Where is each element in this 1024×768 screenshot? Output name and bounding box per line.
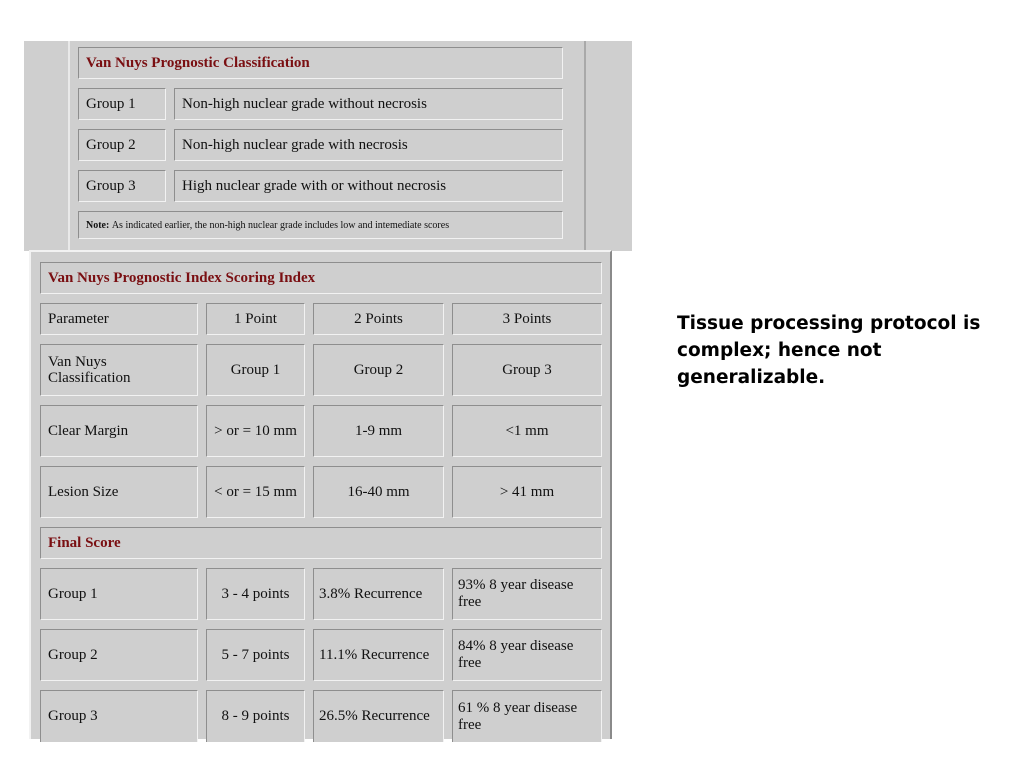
final-points-cell: 8 - 9 points [206, 690, 305, 742]
final-points-cell: 3 - 4 points [206, 568, 305, 620]
panel-rule-right [584, 41, 586, 251]
scoring-header-cell: 3 Points [452, 303, 602, 335]
scoring-param-cell: Lesion Size [40, 466, 198, 518]
scoring-header-cell: 2 Points [313, 303, 444, 335]
final-group-cell: Group 3 [40, 690, 198, 742]
scoring-param-cell: Clear Margin [40, 405, 198, 457]
final-score-title: Final Score [40, 527, 602, 559]
final-outcome-cell: 84% 8 year disease free [452, 629, 602, 681]
scoring-value-cell: Group 1 [206, 344, 305, 396]
final-recurrence-cell: 3.8% Recurrence [313, 568, 444, 620]
classification-group-label: Group 1 [78, 88, 166, 120]
final-recurrence-cell: 26.5% Recurrence [313, 690, 444, 742]
final-group-cell: Group 1 [40, 568, 198, 620]
final-points-cell: 5 - 7 points [206, 629, 305, 681]
classification-title: Van Nuys Prognostic Classification [78, 47, 563, 79]
final-group-cell: Group 2 [40, 629, 198, 681]
note-text: As indicated earlier, the non-high nuclear grade includes low and intemediate scores [111, 219, 450, 231]
scoring-value-cell: < or = 15 mm [206, 466, 305, 518]
side-note: Tissue processing protocol is complex; hence not generalizable. [677, 313, 981, 388]
final-outcome-cell: 61 % 8 year disease free [452, 690, 602, 742]
final-outcome-cell: 93% 8 year disease free [452, 568, 602, 620]
note-label: Note: [86, 219, 110, 231]
classification-note [78, 211, 563, 239]
scoring-value-cell: 16-40 mm [313, 466, 444, 518]
classification-group-desc: Non-high nuclear grade without necrosis [174, 88, 563, 120]
scoring-param-cell: Van Nuys Classification [40, 344, 198, 396]
scoring-value-cell: <1 mm [452, 405, 602, 457]
scoring-value-cell: Group 2 [313, 344, 444, 396]
classification-group-label: Group 3 [78, 170, 166, 202]
classification-group-label: Group 2 [78, 129, 166, 161]
scoring-header-cell: Parameter [40, 303, 198, 335]
scoring-value-cell: Group 3 [452, 344, 602, 396]
final-recurrence-cell: 11.1% Recurrence [313, 629, 444, 681]
classification-group-desc: High nuclear grade with or without necrosis [174, 170, 563, 202]
scoring-value-cell: > 41 mm [452, 466, 602, 518]
scoring-header-cell: 1 Point [206, 303, 305, 335]
scoring-value-cell: > or = 10 mm [206, 405, 305, 457]
classification-group-desc: Non-high nuclear grade with necrosis [174, 129, 563, 161]
panel-rule-left [68, 41, 70, 251]
scoring-value-cell: 1-9 mm [313, 405, 444, 457]
scoring-title: Van Nuys Prognostic Index Scoring Index [40, 262, 602, 294]
